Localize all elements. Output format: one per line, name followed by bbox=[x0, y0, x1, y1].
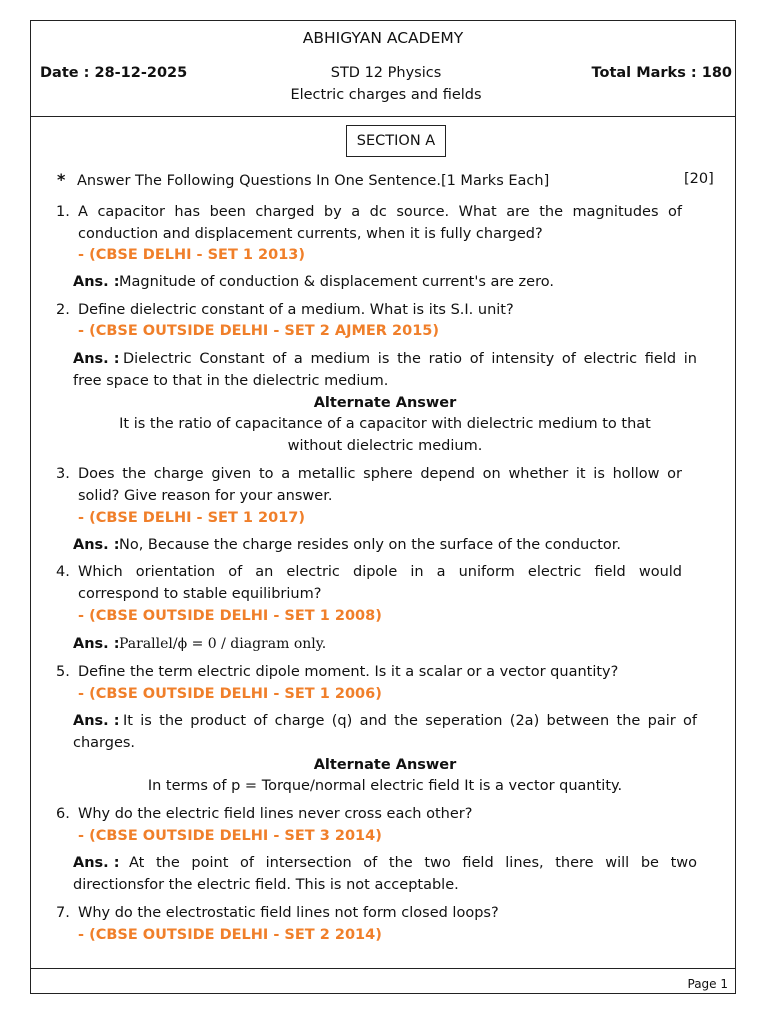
alternate-answer-text: In terms of p = Torque/normal electric field It is a vector quantity. bbox=[147, 778, 623, 794]
exam-date: Date : 28-12-2025 bbox=[40, 65, 188, 81]
page-frame bbox=[30, 20, 736, 994]
standard-subject: STD 12 Physics bbox=[330, 65, 442, 81]
answer-label: Ans. : bbox=[73, 537, 120, 553]
question-source: - (CBSE OUTSIDE DELHI - SET 1 2006) bbox=[78, 686, 382, 702]
answer-label: Ans. : bbox=[73, 636, 120, 652]
alternate-answer-label: Alternate Answer bbox=[313, 757, 457, 773]
answer-text-cont: free space to that in the dielectric medium. bbox=[73, 373, 389, 389]
answer-text-cont: directionsfor the electric field. This is not acceptable. bbox=[73, 877, 459, 893]
answer-text: Magnitude of conduction & displacement current's are zero. bbox=[119, 274, 554, 290]
question-text-cont: solid? Give reason for your answer. bbox=[78, 488, 333, 504]
section-title: SECTION A bbox=[346, 125, 446, 157]
answer-text: At the point of intersection of the two field lines, there will be two bbox=[129, 855, 697, 871]
question-number: 6. bbox=[56, 806, 70, 822]
chapter-title: Electric charges and fields bbox=[290, 87, 482, 103]
answer-text: Parallel/ϕ = 0 / diagram only. bbox=[119, 636, 327, 652]
question-source: - (CBSE DELHI - SET 1 2013) bbox=[78, 247, 306, 263]
question-number: 2. bbox=[56, 302, 70, 318]
question-source: - (CBSE OUTSIDE DELHI - SET 2 AJMER 2015) bbox=[78, 323, 439, 339]
question-text: A capacitor has been charged by a dc source. What are the magnitudes of bbox=[78, 204, 682, 220]
section-instruction: Answer The Following Questions In One Sentence.[1 Marks Each] bbox=[77, 173, 550, 189]
alternate-answer-text: It is the ratio of capacitance of a capacitor with dielectric medium to that bbox=[119, 416, 651, 432]
section-marks: [20] bbox=[684, 171, 714, 187]
question-source: - (CBSE DELHI - SET 1 2017) bbox=[78, 510, 306, 526]
answer-label: Ans. : bbox=[73, 855, 120, 871]
question-text: Does the charge given to a metallic sphere depend on whether it is hollow or bbox=[78, 466, 682, 482]
footer-divider bbox=[30, 968, 736, 969]
answer-label: Ans. : bbox=[73, 351, 120, 367]
question-number: 4. bbox=[56, 564, 70, 580]
total-marks: Total Marks : 180 bbox=[591, 65, 732, 81]
alternate-answer-label: Alternate Answer bbox=[313, 395, 457, 411]
answer-label: Ans. : bbox=[73, 274, 120, 290]
answer-text: Dielectric Constant of a medium is the ratio of intensity of electric field in bbox=[123, 351, 697, 367]
question-text: Define the term electric dipole moment. Is it a scalar or a vector quantity? bbox=[78, 664, 619, 680]
question-source: - (CBSE OUTSIDE DELHI - SET 1 2008) bbox=[78, 608, 382, 624]
answer-label: Ans. : bbox=[73, 713, 120, 729]
academy-title: ABHIGYAN ACADEMY bbox=[302, 29, 464, 47]
question-number: 1. bbox=[56, 204, 70, 220]
question-source: - (CBSE OUTSIDE DELHI - SET 2 2014) bbox=[78, 927, 382, 943]
instruction-bullet: * bbox=[57, 170, 66, 189]
answer-text-cont: charges. bbox=[73, 735, 136, 751]
question-text: Which orientation of an electric dipole in a uniform electric field would bbox=[78, 564, 682, 580]
header-divider bbox=[30, 116, 736, 117]
question-text-cont: conduction and displacement currents, when it is fully charged? bbox=[78, 226, 543, 242]
question-number: 7. bbox=[56, 905, 70, 921]
question-number: 3. bbox=[56, 466, 70, 482]
answer-text: No, Because the charge resides only on the surface of the conductor. bbox=[119, 537, 622, 553]
question-text: Define dielectric constant of a medium. What is its S.I. unit? bbox=[78, 302, 514, 318]
alternate-answer-text-cont: without dielectric medium. bbox=[287, 438, 483, 454]
question-source: - (CBSE OUTSIDE DELHI - SET 3 2014) bbox=[78, 828, 382, 844]
question-text: Why do the electric field lines never cross each other? bbox=[78, 806, 473, 822]
question-number: 5. bbox=[56, 664, 70, 680]
page-number: Page 1 bbox=[687, 977, 728, 991]
question-text-cont: correspond to stable equilibrium? bbox=[78, 586, 322, 602]
question-text: Why do the electrostatic field lines not form closed loops? bbox=[78, 905, 499, 921]
answer-text: It is the product of charge (q) and the seperation (2a) between the pair of bbox=[123, 713, 697, 729]
